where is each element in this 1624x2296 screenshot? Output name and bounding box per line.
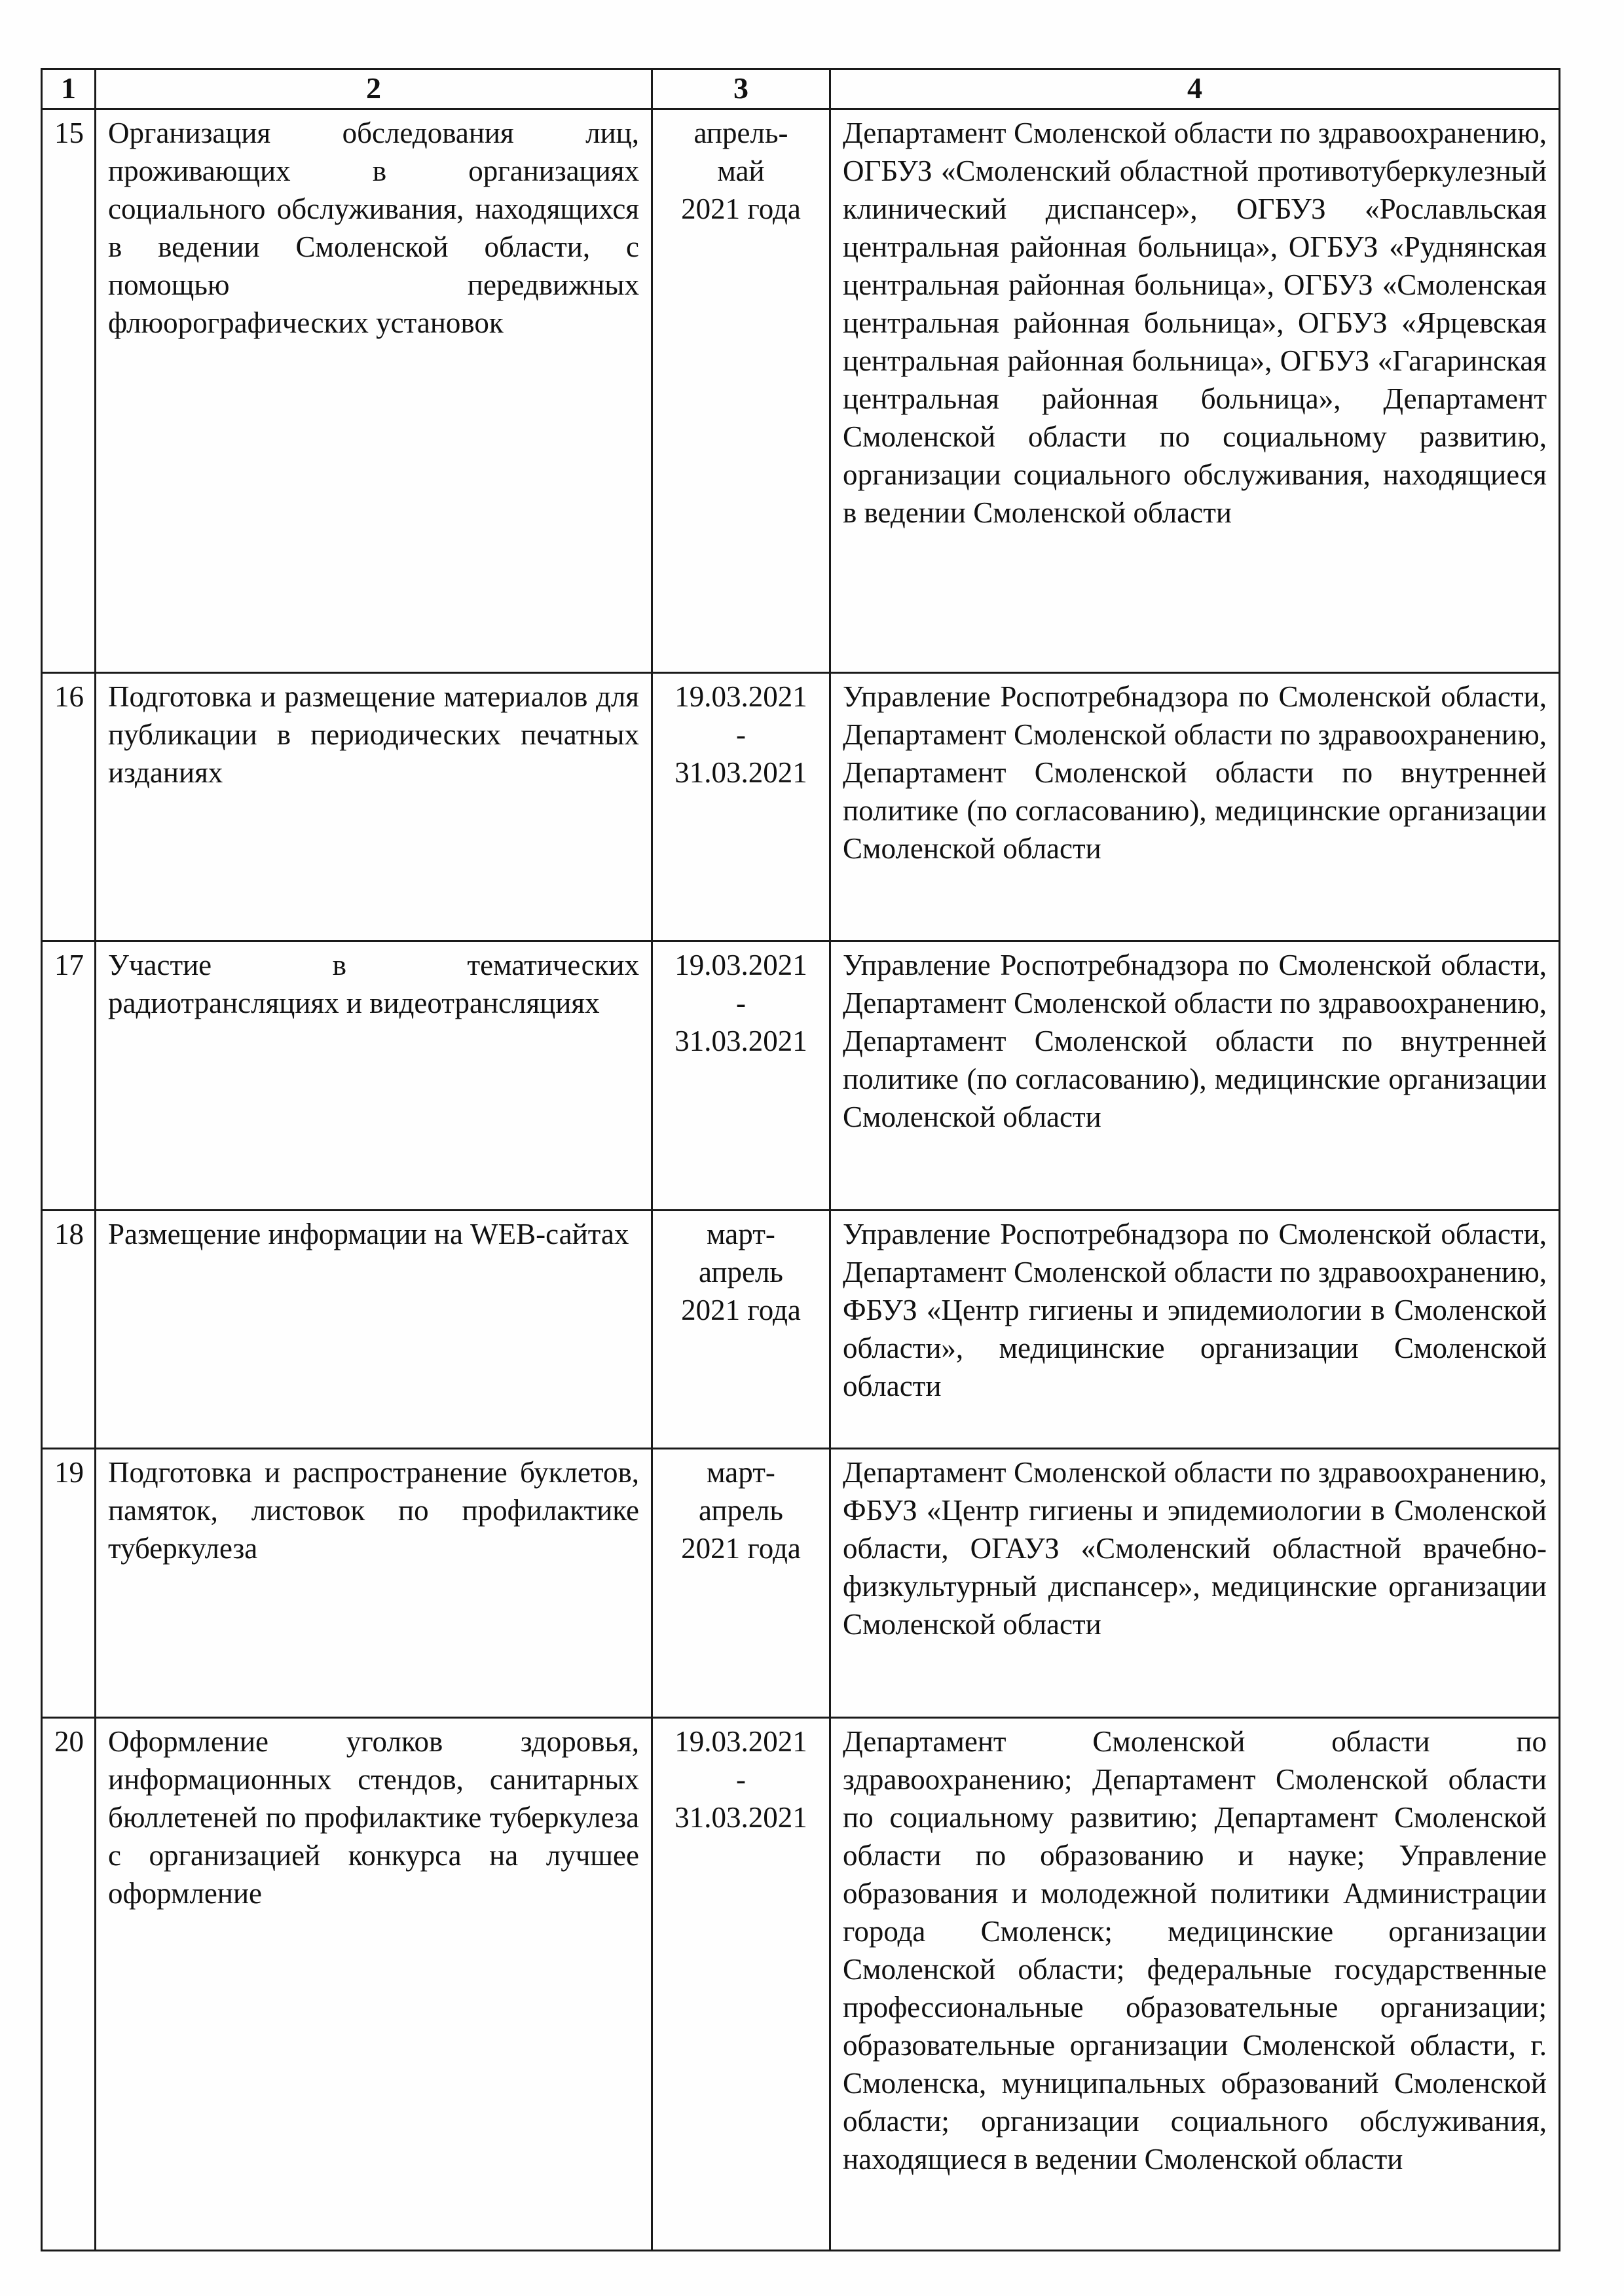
row-number: 19 [42,1449,96,1718]
responsible-cell: Департамент Смоленской области по здравоохранению, ФБУЗ «Центр гигиены и эпидемиологии в Смоленской области, ОГАУЗ «Смоленский областной врачебно-физкультурный диспансер», медицинские организации Смоленской области [830,1449,1560,1718]
period-line: март- [707,1456,775,1489]
activity-cell: Участие в тематических радиотрансляциях и видеотрансляциях [96,941,652,1211]
period-line: 19.03.2021 [674,1725,807,1758]
column-header-activity: 2 [96,69,652,109]
period-line: апрель [699,1256,783,1288]
period-line: май [717,155,765,187]
period-line: 2021 года [681,1532,801,1565]
period-cell [652,1211,830,1449]
responsible-cell: Управление Роспотребнадзора по Смоленской области, Департамент Смоленской области по здравоохранению, Департамент Смоленской области по внутренней политике (по согласованию), медицинские организации Смоленской области [830,941,1560,1211]
period-line: апрель [699,1494,783,1527]
activity-cell: Подготовка и распространение буклетов, памяток, листовок по профилактике туберкулеза [96,1449,652,1718]
period-line: - [736,987,746,1019]
period-cell [652,941,830,1211]
row-number: 15 [42,109,96,673]
activity-cell: Размещение информации на WEB-сайтах [96,1211,652,1449]
column-header-period: 3 [652,69,830,109]
period-line: 19.03.2021 [674,949,807,981]
row-number: 16 [42,673,96,941]
header-row [42,69,1560,109]
row-number: 20 [42,1718,96,2251]
activity-cell: Организация обследования лиц, проживающих в организациях социального обслуживания, находящихся в ведении Смоленской области, с помощью передвижных флюорографических установок [96,109,652,673]
period-line: - [736,1763,746,1796]
table-row [42,1718,1560,2251]
responsible-cell: Управление Роспотребнадзора по Смоленской области, Департамент Смоленской области по здравоохранению, ФБУЗ «Центр гигиены и эпидемиологии в Смоленской области», медицинские организации Смоленской области [830,1211,1560,1449]
table-row [42,1449,1560,1718]
period-line: 31.03.2021 [674,1801,807,1834]
period-cell [652,1449,830,1718]
period-cell [652,673,830,941]
period-line: 31.03.2021 [674,756,807,789]
period-line: 31.03.2021 [674,1025,807,1057]
table-row [42,673,1560,941]
period-line: 2021 года [681,192,801,225]
responsible-cell: Департамент Смоленской области по здравоохранению; Департамент Смоленской области по социальному развитию; Департамент Смоленской области по образованию и науке; Управление образования и молодежной политики Администрации города Смоленск; медицинские организации Смоленской области; федеральные государственные профессиональные образовательные организации; образовательные организации Смоленской области, г. Смоленска, муниципальных образований Смоленской области; организации социального обслуживания, находящиеся в ведении Смоленской области [830,1718,1560,2251]
period-cell [652,1718,830,2251]
table-row [42,109,1560,673]
activity-cell: Подготовка и размещение материалов для публикации в периодических печатных изданиях [96,673,652,941]
row-number: 18 [42,1211,96,1449]
responsible-cell: Управление Роспотребнадзора по Смоленской области, Департамент Смоленской области по здравоохранению, Департамент Смоленской области по внутренней политике (по согласованию), медицинские организации Смоленской области [830,673,1560,941]
period-line: апрель- [693,117,788,149]
table-row [42,1211,1560,1449]
row-number: 17 [42,941,96,1211]
column-header-number: 1 [42,69,96,109]
period-cell [652,109,830,673]
activity-cell: Оформление уголков здоровья, информационных стендов, санитарных бюллетеней по профилактике туберкулеза с организацией конкурса на лучшее оформление [96,1718,652,2251]
period-line: март- [707,1218,775,1250]
responsible-cell: Департамент Смоленской области по здравоохранению, ОГБУЗ «Смоленский областной противотуберкулезный клинический диспансер», ОГБУЗ «Рославльская центральная районная больница», ОГБУЗ «Руднянская центральная районная больница», ОГБУЗ «Смоленская центральная районная больница», ОГБУЗ «Ярцевская центральная районная больница», ОГБУЗ «Гагаринская центральная районная больница», Департамент Смоленской области по социальному развитию, организации социального обслуживания, находящиеся в ведении Смоленской области [830,109,1560,673]
period-line: 19.03.2021 [674,680,807,713]
table-row [42,941,1560,1211]
period-line: 2021 года [681,1294,801,1326]
column-header-responsible: 4 [830,69,1560,109]
measures-table [41,68,1560,2251]
period-line: - [736,718,746,751]
